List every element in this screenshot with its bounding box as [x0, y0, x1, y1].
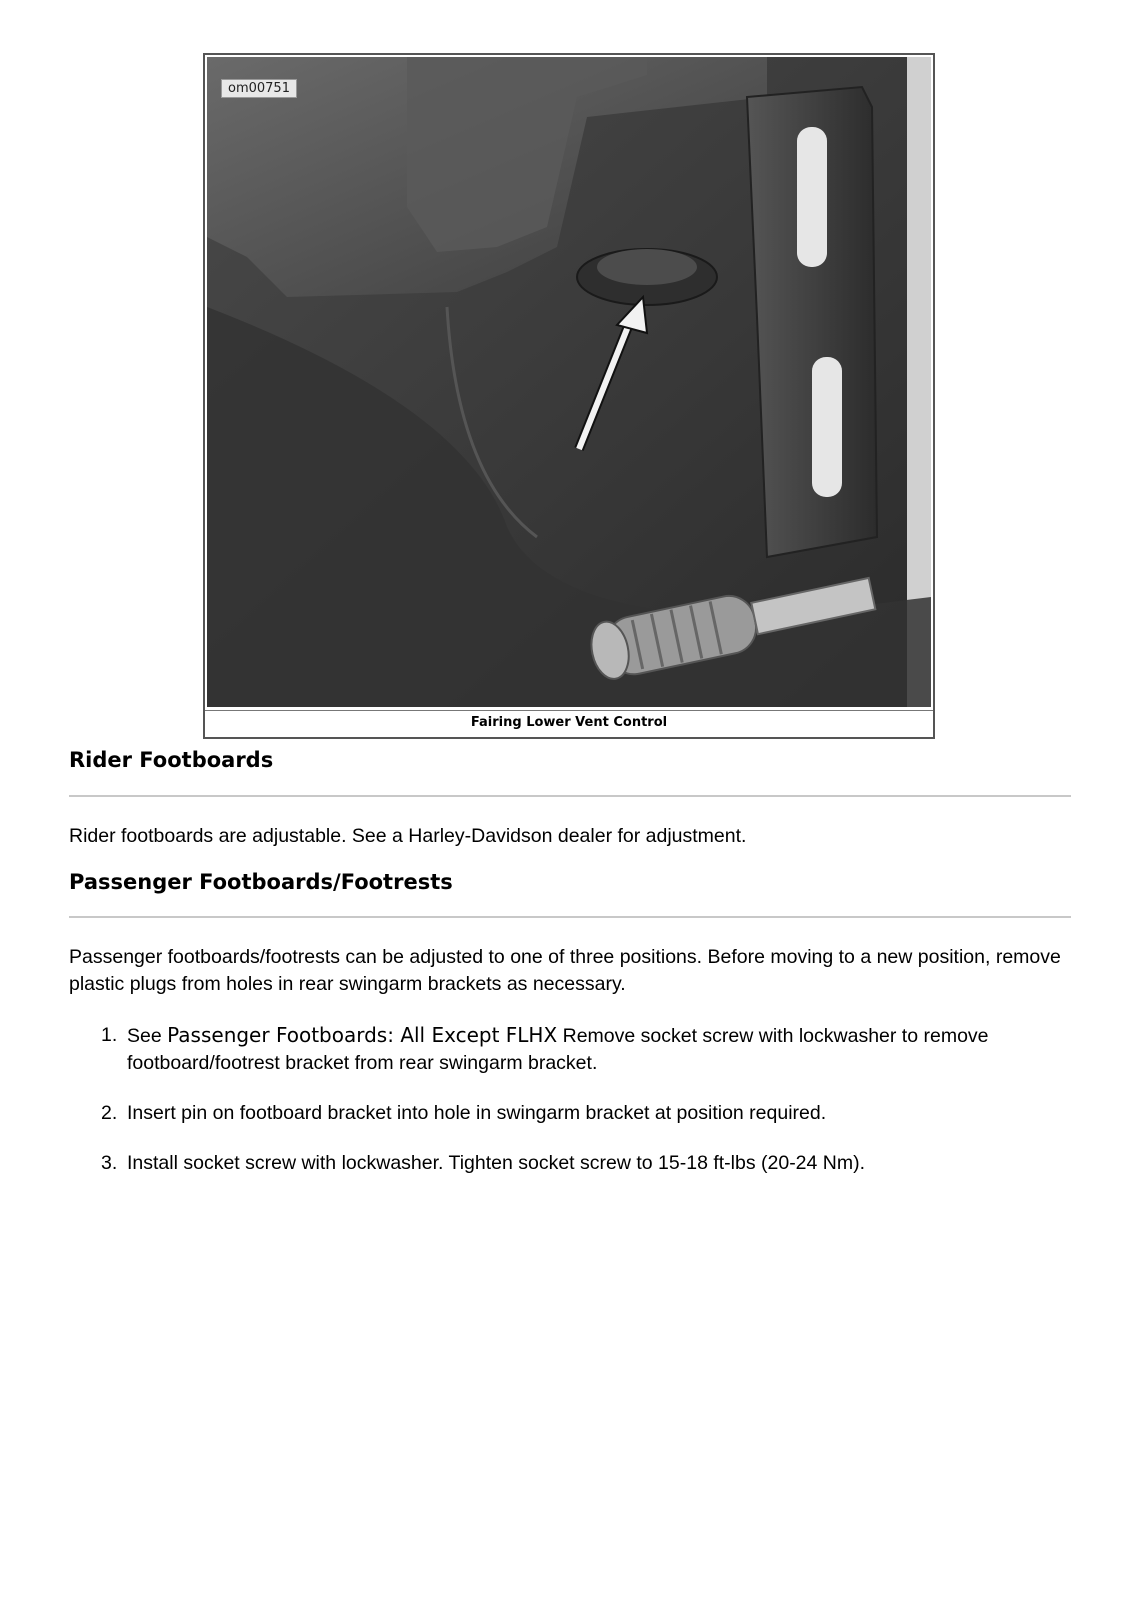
section-paragraph-passenger-footboards: Passenger footboards/footrests can be adjusted to one of three positions. Before moving to a new position, remove plastic plugs from holes in rear swingarm brackets as necessary.	[69, 946, 1061, 995]
step-text: Install socket screw with lockwasher. Tighten socket screw to 15-18 ft-lbs (20-24 Nm).	[127, 1152, 866, 1174]
figure	[203, 53, 935, 739]
step-list	[69, 1022, 1079, 1200]
step-item	[69, 1022, 1079, 1077]
section-heading-passenger-footboards: Passenger Footboards/Footrests	[69, 870, 453, 894]
figure-id-label: om00751	[221, 79, 297, 98]
step-text: Remove socket screw with lockwasher to remove footboard/footrest bracket from rear swingarm bracket.	[127, 1025, 989, 1074]
step-prefix: See	[127, 1025, 162, 1047]
vent-control-photo	[207, 57, 931, 707]
step-text: Insert pin on footboard bracket into hole in swingarm bracket at position required.	[127, 1102, 827, 1124]
step-reference-link[interactable]: Passenger Footboards: All Except FLHX	[167, 1023, 558, 1047]
figure-caption: Fairing Lower Vent Control	[205, 710, 933, 735]
step-item	[69, 1150, 1079, 1177]
step-item	[69, 1100, 1079, 1127]
section-heading-rider-footboards: Rider Footboards	[69, 748, 274, 772]
photo-illustration	[207, 57, 931, 707]
section-divider	[69, 795, 1071, 797]
section-paragraph-rider-footboards: Rider footboards are adjustable. See a Harley-Davidson dealer for adjustment.	[69, 825, 747, 847]
step-number: 2.	[101, 1102, 118, 1124]
section-divider	[69, 916, 1071, 918]
step-number: 1.	[101, 1024, 118, 1046]
step-number: 3.	[101, 1152, 118, 1174]
